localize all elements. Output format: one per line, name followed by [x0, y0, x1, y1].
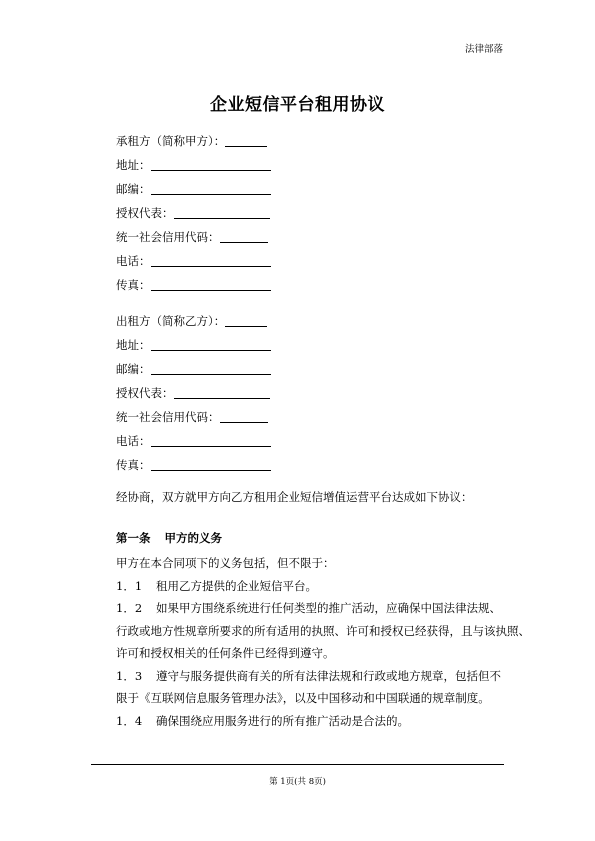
party-b-address-row [116, 335, 271, 359]
blank-line [225, 133, 267, 147]
blank-line [174, 385, 270, 399]
party-b-fax-row [116, 455, 271, 479]
article-heading [116, 530, 222, 546]
field-label: 承租方（简称甲方）： [116, 134, 226, 148]
clause-1-2 [116, 597, 511, 620]
party-b-representative-row [116, 383, 271, 407]
party-b-phone-row [116, 431, 271, 455]
party-a-address-row [116, 155, 271, 179]
article-title: 甲方的义务 [164, 531, 222, 545]
clause-text-continued: 许可和授权相关的任何条件已经得到遵守。 [116, 646, 335, 660]
clause-1-1 [116, 575, 511, 598]
blank-line [151, 361, 271, 375]
field-label: 授权代表： [116, 206, 174, 220]
blank-line [151, 181, 271, 195]
blank-line [151, 433, 271, 447]
field-label: 统一社会信用代码： [116, 230, 220, 244]
clause-text: 遵守与服务提供商有关的所有法律法规和行政或地方规章，包括但不 [156, 668, 501, 683]
blank-line [225, 313, 267, 327]
article-lead: 甲方在本合同项下的义务包括，但不限于： [116, 556, 335, 570]
clause-number: 1．4 [116, 713, 143, 728]
blank-line [151, 277, 271, 291]
party-a-name-row [116, 131, 271, 155]
field-label: 传真： [116, 458, 151, 472]
article-body [116, 552, 530, 732]
clause-1-4 [116, 710, 511, 733]
blank-line [151, 457, 271, 471]
clause-text: 如果甲方围绕系统进行任何类型的推广活动，应确保中国法律法规、 [156, 601, 501, 615]
party-a-fax-row [116, 275, 271, 299]
blank-line [174, 205, 270, 219]
party-a-representative-row [116, 203, 271, 227]
field-label: 授权代表： [116, 386, 174, 400]
field-label: 统一社会信用代码： [116, 410, 220, 424]
article-number: 第一条 [116, 531, 151, 545]
clause-text-continued: 行政或地方性规章所要求的所有适用的执照、许可和授权已经获得，且与该执照、 [116, 623, 530, 638]
field-label: 出租方（简称乙方）： [116, 314, 226, 328]
party-a-fields [116, 131, 271, 299]
clause-number: 1．3 [116, 668, 143, 683]
field-label: 电话： [116, 254, 151, 268]
document-title: 企业短信平台租用协议 [210, 95, 385, 115]
blank-line [220, 229, 268, 243]
clause-text: 确保围绕应用服务进行的所有推广活动是合法的。 [156, 713, 409, 728]
clause-number: 1．1 [116, 578, 143, 593]
field-label: 传真： [116, 278, 151, 292]
blank-line [151, 337, 271, 351]
clause-number: 1．2 [116, 601, 143, 615]
clause-1-3 [116, 665, 511, 688]
party-a-phone-row [116, 251, 271, 275]
clause-text-continued: 限于《互联网信息服务管理办法》，以及中国移动和中国联通的规章制度。 [116, 691, 490, 705]
blank-line [151, 157, 271, 171]
party-b-name-row [116, 311, 271, 335]
blank-line [151, 253, 271, 267]
intro-paragraph: 经协商，双方就甲方向乙方租用企业短信增值运营平台达成如下协议： [116, 490, 473, 504]
field-label: 电话： [116, 434, 151, 448]
party-b-credit-code-row [116, 407, 271, 431]
field-label: 邮编： [116, 182, 151, 196]
field-label: 地址： [116, 158, 151, 172]
field-label: 地址： [116, 338, 151, 352]
party-a-postcode-row [116, 179, 271, 203]
clause-text: 租用乙方提供的企业短信平台。 [156, 578, 317, 593]
page-number: 第 1页(共 8页) [269, 777, 326, 787]
header-label: 法律部落 [464, 44, 503, 55]
blank-line [220, 409, 268, 423]
field-label: 邮编： [116, 362, 151, 376]
party-b-fields [116, 311, 271, 479]
footer-divider [91, 764, 504, 765]
party-a-credit-code-row [116, 227, 271, 251]
party-b-postcode-row [116, 359, 271, 383]
